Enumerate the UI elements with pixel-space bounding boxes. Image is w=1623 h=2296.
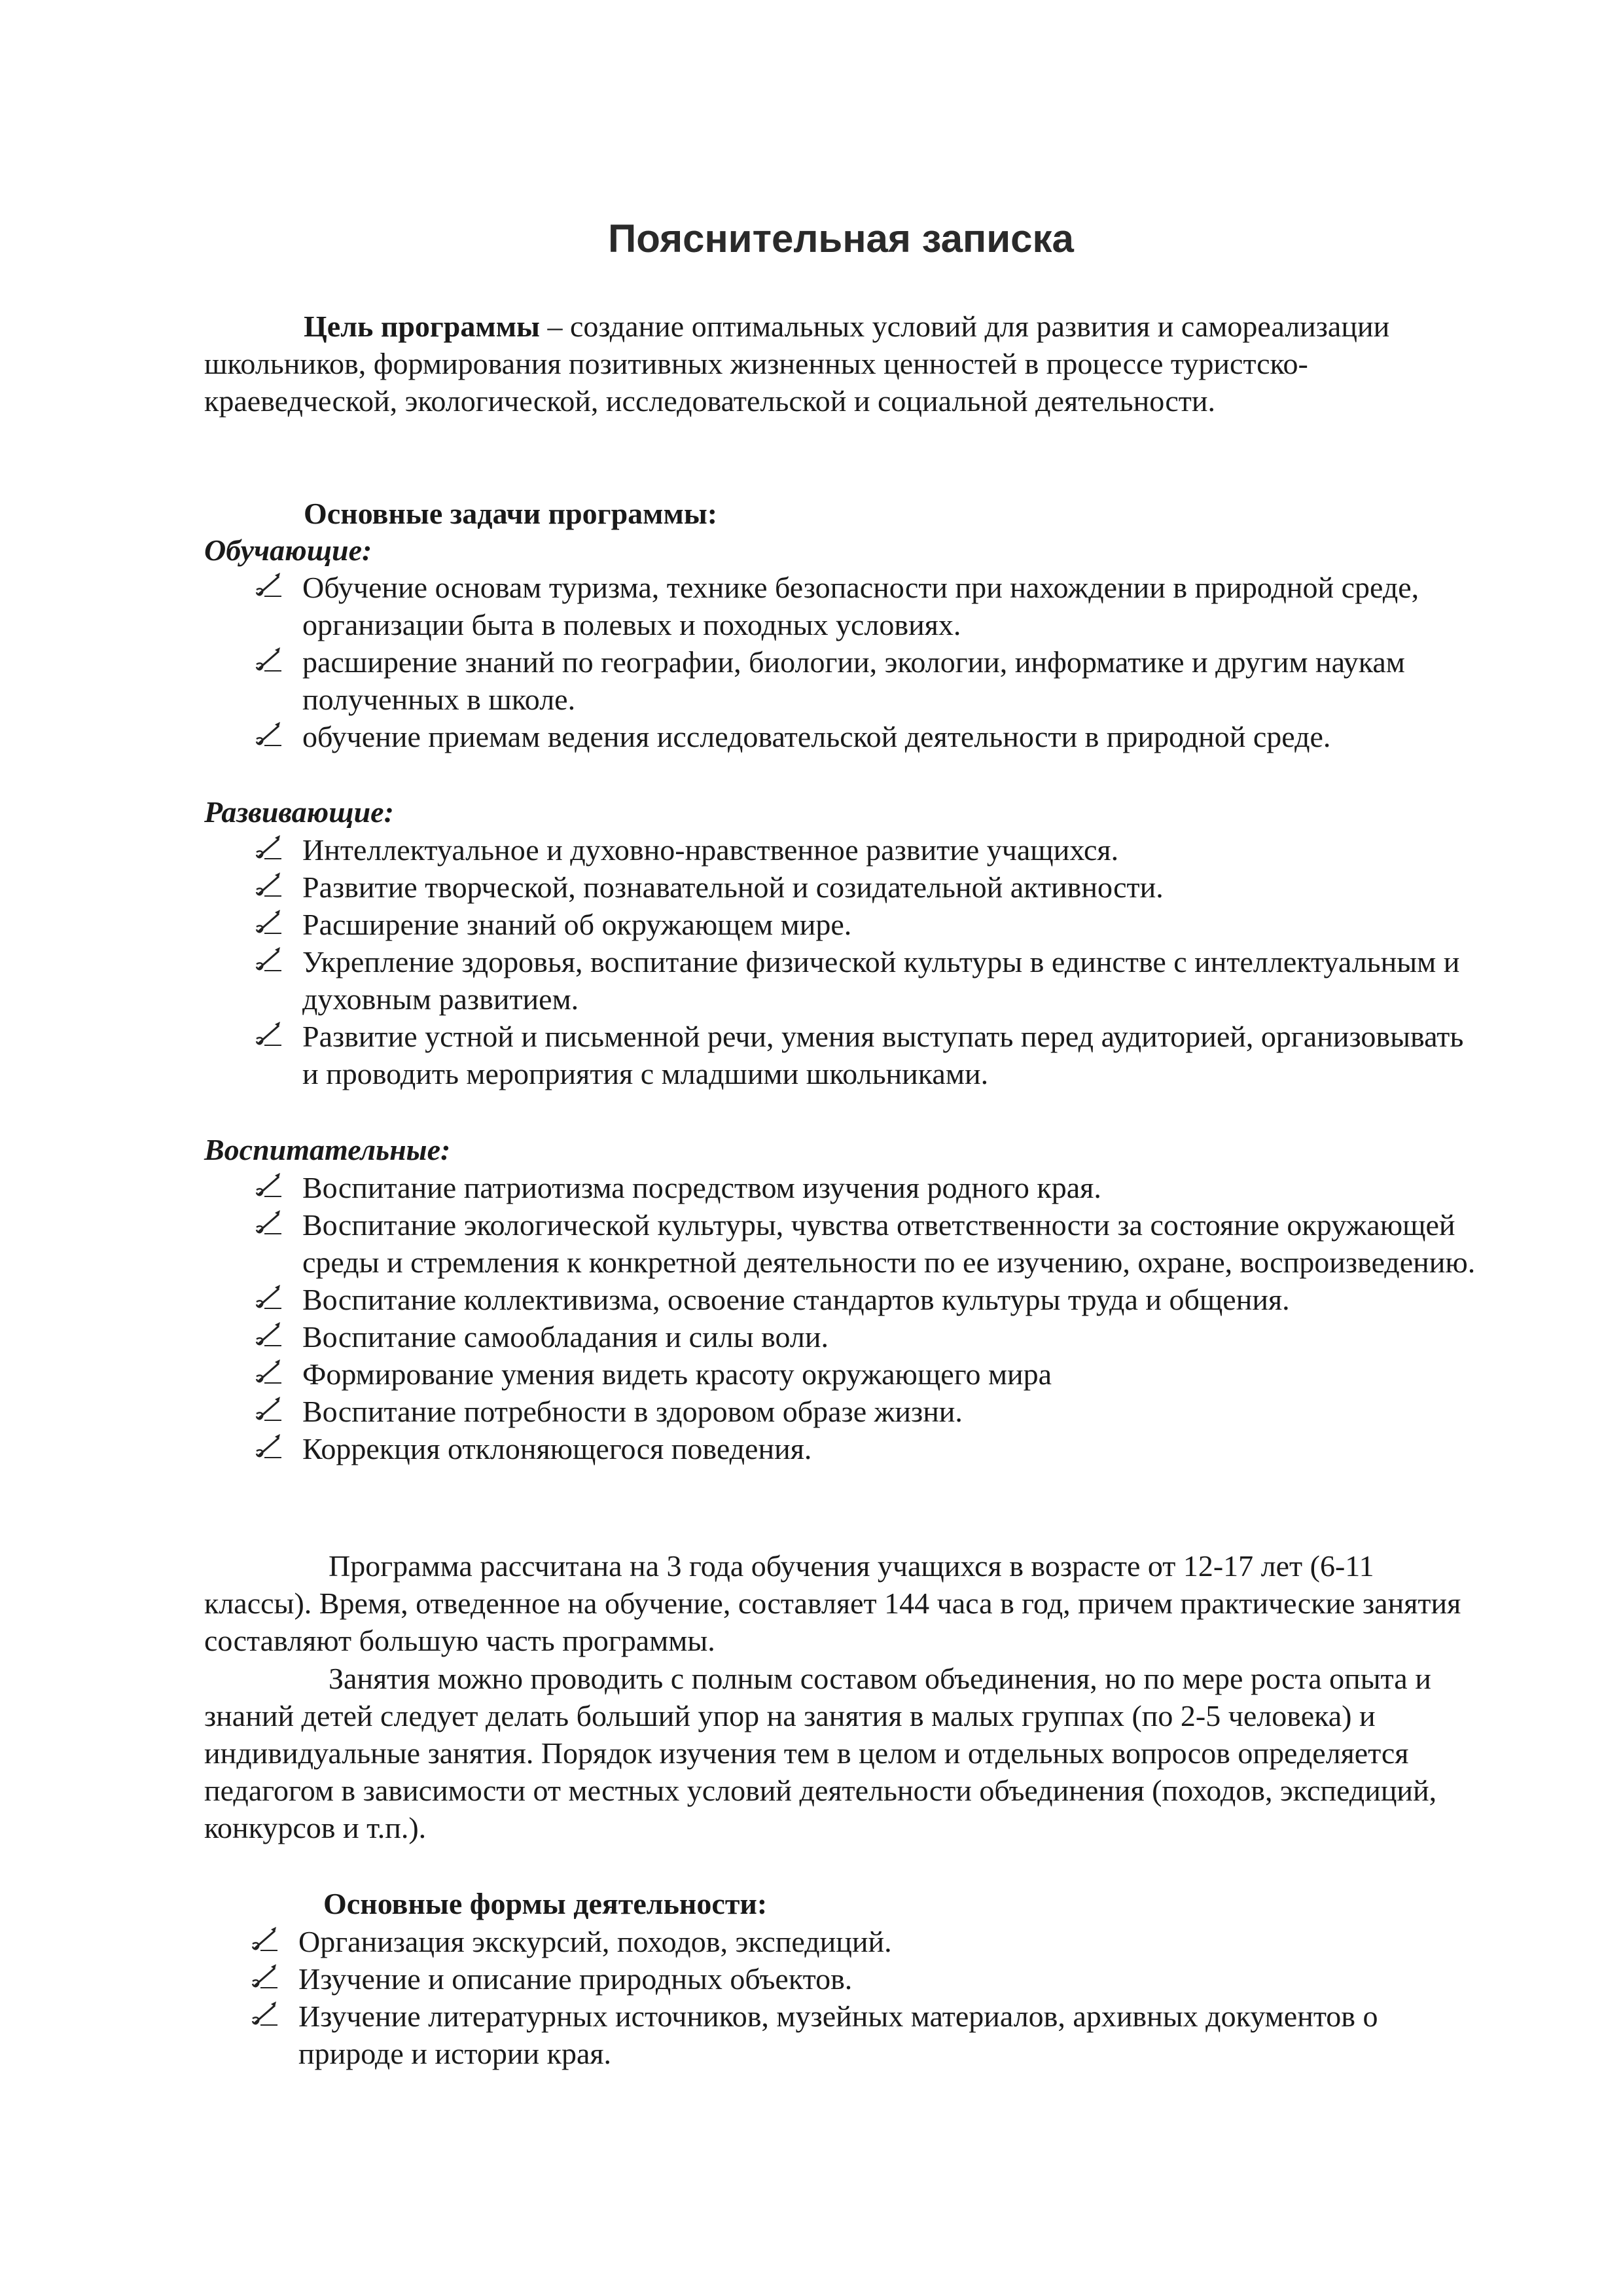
writing-hand-pen-icon	[255, 1019, 284, 1048]
writing-hand-pen-icon	[255, 1394, 284, 1423]
writing-hand-pen-icon	[255, 870, 284, 899]
list-item: Развитие устной и письменной речи, умения выступать перед аудиторией, организовывать и проводить мероприятия с младшими школьниками.	[255, 1018, 1486, 1092]
writing-hand-pen-icon	[251, 1999, 280, 2028]
list-item: Расширение знаний об окружающем мире.	[255, 906, 1486, 943]
list-item: Воспитание патриотизма посредством изучения родного края.	[255, 1169, 1486, 1206]
writing-hand-pen-icon	[255, 645, 284, 673]
writing-hand-pen-icon	[255, 1431, 284, 1460]
writing-hand-pen-icon	[255, 1357, 284, 1386]
writing-hand-pen-icon	[255, 944, 284, 973]
list-item: обучение приемам ведения исследовательской деятельности в природной среде.	[255, 718, 1486, 755]
writing-hand-pen-icon	[251, 1962, 280, 1990]
developmental-list	[255, 831, 1486, 1092]
writing-hand-pen-icon	[255, 1208, 284, 1236]
writing-hand-pen-icon	[255, 1319, 284, 1348]
list-item: Организация экскурсий, походов, экспедиций.	[251, 1923, 1488, 1960]
writing-hand-pen-icon	[251, 1924, 280, 1953]
list-item: Коррекция отклоняющегося поведения.	[255, 1430, 1486, 1467]
upbringing-heading: Воспитательные:	[204, 1133, 451, 1166]
writing-hand-pen-icon	[255, 719, 284, 748]
list-item: Обучение основам туризма, технике безопасности при нахождении в природной среде, организации быта в полевых и походных условиях.	[255, 569, 1486, 643]
list-item: Изучение и описание природных объектов.	[251, 1960, 1488, 1998]
list-item: Развитие творческой, познавательной и созидательной активности.	[255, 869, 1486, 906]
writing-hand-pen-icon	[255, 907, 284, 936]
program-duration-paragraph: Программа рассчитана на 3 года обучения учащихся в возрасте от 12-17 лет (6-11 классы). Время, отведенное на обучение, составляет 144 часа в год, причем практические занятия составляют большую часть программы.	[204, 1549, 1461, 1657]
page-title: Пояснительная записка	[608, 217, 1074, 260]
writing-hand-pen-icon	[255, 1282, 284, 1311]
developmental-heading: Развивающие:	[204, 795, 394, 829]
list-item: Воспитание потребности в здоровом образе жизни.	[255, 1393, 1486, 1430]
goal-paragraph	[204, 308, 1474, 420]
list-item: Воспитание коллективизма, освоение стандартов культуры труда и общения.	[255, 1281, 1486, 1318]
list-item: Формирование умения видеть красоту окружающего мира	[255, 1355, 1486, 1393]
tasks-heading: Основные задачи программы:	[304, 497, 718, 530]
program-organization-paragraph: Занятия можно проводить с полным составом объединения, но по мере роста опыта и знаний детей следует делать больший упор на занятия в малых группах (по 2-5 человека) и индивидуальные занятия. Порядок изучения тем в целом и отдельных вопросов определяется педагогом в зависимости от местных условий деятельности объединения (походов, экспедиций, конкурсов и т.п.).	[204, 1662, 1437, 1844]
list-item: Укрепление здоровья, воспитание физической культуры в единстве с интеллектуальным и духовным развитием.	[255, 943, 1486, 1018]
goal-label: Цель программы	[304, 310, 540, 343]
list-item: Интеллектуальное и духовно-нравственное развитие учащихся.	[255, 831, 1486, 869]
list-item: Воспитание экологической культуры, чувства ответственности за состояние окружающей среды и стремления к конкретной деятельности по ее изучению, охране, воспроизведению.	[255, 1206, 1486, 1281]
forms-heading: Основные формы деятельности:	[323, 1887, 768, 1920]
list-item: Изучение литературных источников, музейных материалов, архивных документов о природе и истории края.	[251, 1998, 1488, 2072]
list-item: Воспитание самообладания и силы воли.	[255, 1318, 1486, 1355]
list-item: расширение знаний по географии, биологии, экологии, информатике и другим наукам полученных в школе.	[255, 643, 1486, 718]
educational-list	[255, 569, 1486, 755]
educational-heading: Обучающие:	[204, 533, 372, 567]
writing-hand-pen-icon	[255, 570, 284, 599]
forms-list	[251, 1923, 1488, 2072]
upbringing-list	[255, 1169, 1486, 1467]
writing-hand-pen-icon	[255, 1170, 284, 1199]
goal-text: – создание оптимальных условий для развития и самореализации школьников, формирования позитивных жизненных ценностей в процессе туристско-краеведческой, экологической, исследовательской и социальной деятельности.	[204, 310, 1390, 418]
writing-hand-pen-icon	[255, 833, 284, 861]
